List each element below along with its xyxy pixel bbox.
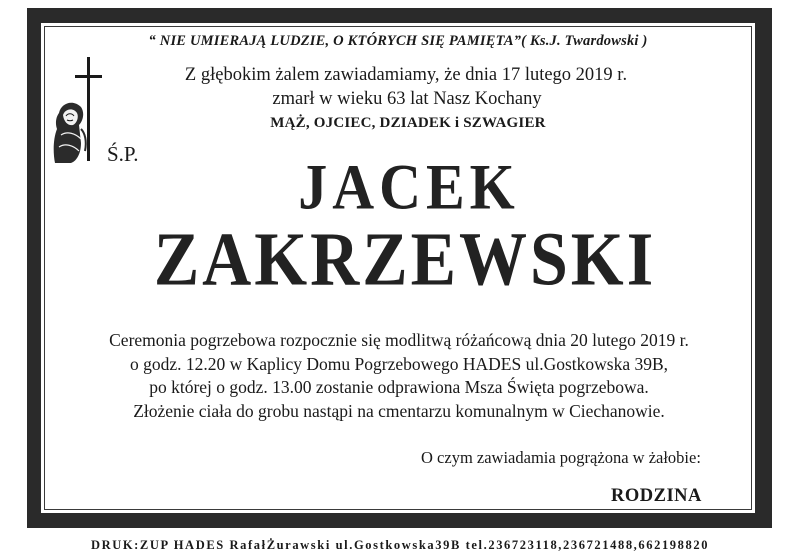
family-signature: RODZINA <box>611 486 702 506</box>
ceremony-line-3: po której o godz. 13.00 zostanie odprawiona Msza Święta pogrzebowa. <box>149 377 649 397</box>
ceremony-details <box>41 329 757 423</box>
intro-line-2: zmarł w wieku 63 lat Nasz Kochany <box>272 89 542 109</box>
family-relation: MĄŻ, OJCIEC, DZIADEK i SZWAGIER <box>270 115 546 131</box>
printer-footer: DRUK:ZUP HADES RafałŻurawski ul.Gostkowska39B tel.236723118,236721488,662198820 <box>90 538 710 552</box>
obituary-panel <box>40 22 756 514</box>
intro-line-1: Z głębokim żalem zawiadamiamy, że dnia 17 lutego 2019 r. <box>184 65 628 85</box>
grieving-notice: O czym zawiadamia pogrążona w żałobie: <box>421 448 701 467</box>
ceremony-line-1: Ceremonia pogrzebowa rozpocznie się modlitwą różańcową dnia 20 lutego 2019 r. <box>109 330 689 350</box>
obituary-frame <box>27 8 772 528</box>
ceremony-line-2: o godz. 12.20 w Kaplicy Domu Pogrzebowego HADES ul.Gostkowska 39B, <box>129 353 669 374</box>
deceased-first-name: JACEK <box>298 150 520 223</box>
sp-abbreviation: Ś.P. <box>107 142 139 166</box>
deceased-last-name: ZAKRZEWSKI <box>153 216 657 302</box>
announcement-intro <box>41 63 757 135</box>
memorial-quote: “ NIE UMIERAJĄ LUDZIE, O KTÓRYCH SIĘ PAMIĘTA”( Ks.J. Twardowski ) <box>148 33 648 49</box>
ceremony-line-4: Złożenie ciała do grobu nastąpi na cmentarzu komunalnym w Ciechanowie. <box>133 400 665 421</box>
